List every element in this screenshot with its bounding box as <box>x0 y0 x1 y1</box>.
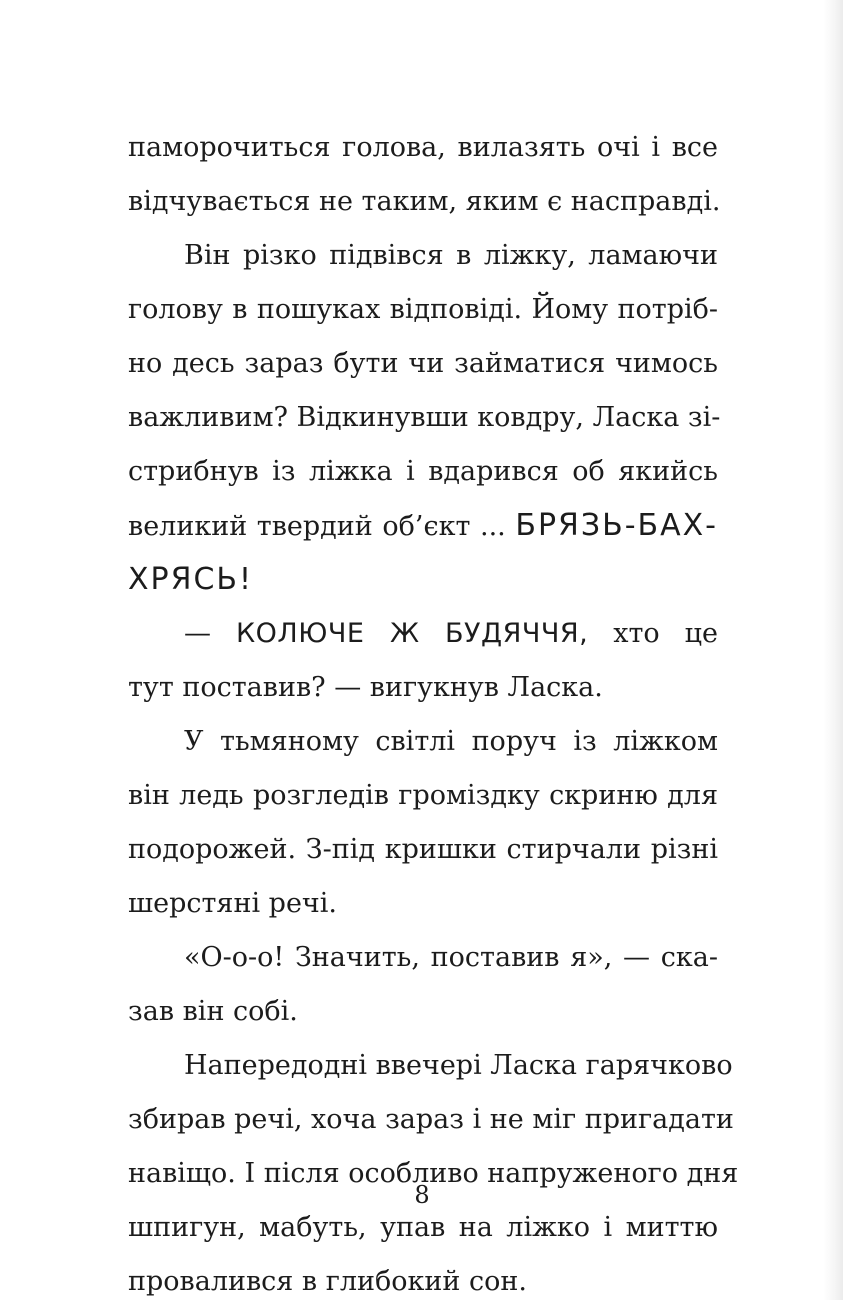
sound-effect: БРЯЗЬ-БАХ- <box>515 508 718 543</box>
page-number: 8 <box>414 1181 430 1209</box>
line-text: хто це <box>613 618 718 649</box>
text-line: зав він собі. <box>128 996 298 1027</box>
shout-text: КОЛЮЧЕ Ж БУДЯЧЧЯ, <box>236 618 589 649</box>
text-line: стрибнув із ліжка і вдарився об якийсь <box>128 456 718 487</box>
text-line: Напередодні ввечері Ласка гарячково <box>184 1050 733 1081</box>
page-text <box>128 121 739 1309</box>
page-edge-shadow <box>823 0 843 1300</box>
text-line: У тьмяному світлі поруч із ліжком <box>184 726 718 757</box>
dialogue-dash: — <box>184 618 211 649</box>
text-line: провалився в глибокий сон. <box>128 1266 527 1297</box>
line-text: великий твердий об’єкт ... <box>128 511 506 542</box>
text-line <box>128 499 718 553</box>
text-line: «О-о-о! Значить, поставив я», — ска- <box>184 942 718 973</box>
text-line <box>128 553 718 607</box>
sound-effect: ХРЯСЬ! <box>128 562 254 597</box>
text-line: голову в пошуках відповіді. Йому потріб- <box>128 294 718 325</box>
text-line: паморочиться голова, вилазять очі і все <box>128 132 718 163</box>
text-line: навіщо. І після особливо напруженого дня <box>128 1158 739 1189</box>
text-line: збирав речі, хоча зараз і не міг пригадати <box>128 1104 734 1135</box>
text-line: відчувається не таким, яким є насправді. <box>128 186 721 217</box>
text-line: подорожей. З-під кришки стирчали різні <box>128 834 718 865</box>
text-line: шерстяні речі. <box>128 888 337 919</box>
text-line: важливим? Відкинувши ковдру, Ласка зі- <box>128 402 721 433</box>
text-line: шпигун, мабуть, упав на ліжко і миттю <box>128 1212 718 1243</box>
text-line: він ледь розгледів громіздку скриню для <box>128 780 718 811</box>
text-line: но десь зараз бути чи займатися чимось <box>128 348 718 379</box>
text-line: Він різко підвівся в ліжку, ламаючи <box>184 240 718 271</box>
text-line <box>128 607 718 661</box>
text-line: тут поставив? — вигукнув Ласка. <box>128 672 603 703</box>
